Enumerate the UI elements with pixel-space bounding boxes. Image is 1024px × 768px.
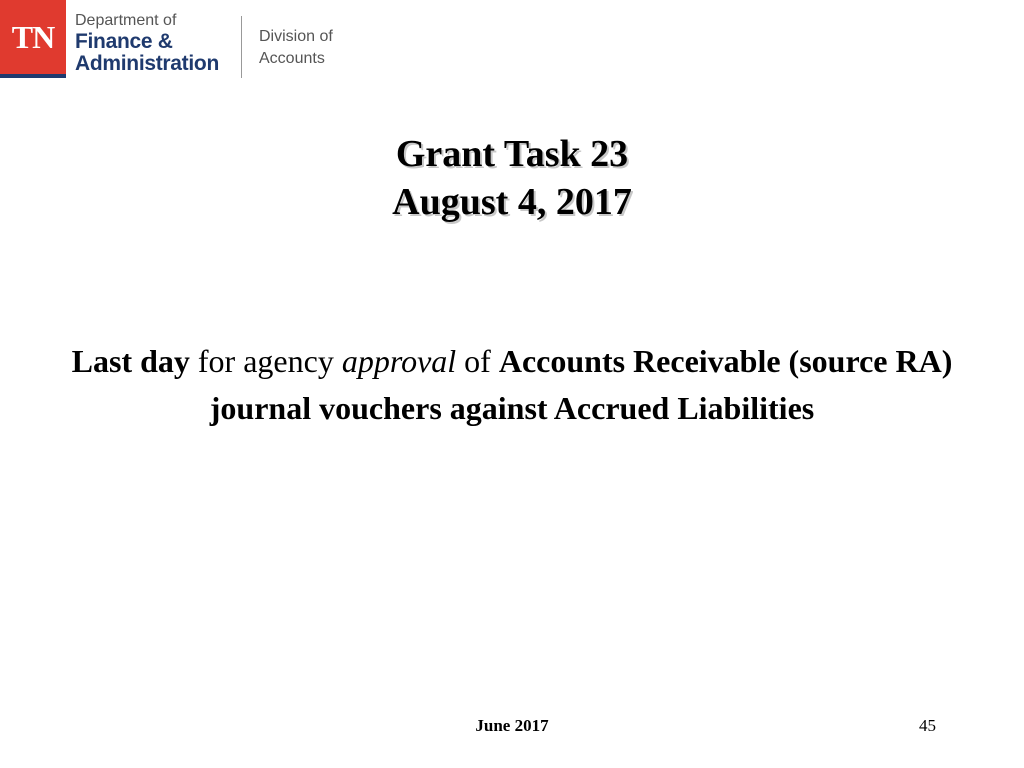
footer-date: June 2017 [475, 716, 549, 735]
title-line-2: August 4, 2017 [392, 181, 632, 223]
department-name [75, 11, 219, 75]
dept-line-3: Administration [75, 52, 219, 75]
division-line-1: Division of [259, 28, 333, 45]
slide-title [0, 130, 1024, 226]
tn-logo-text: TN [11, 18, 55, 55]
body-bold-tail: Accounts Receivable (source RA) journal vouchers against Accrued Liabilities [209, 343, 953, 426]
body-bold-lead: Last day [71, 343, 190, 379]
slide-body [60, 338, 964, 432]
body-text-2: of [456, 343, 499, 379]
dept-line-1: Department of [75, 12, 177, 29]
title-line-1: Grant Task 23 [395, 133, 629, 175]
header [0, 0, 400, 80]
dept-line-2: Finance & [75, 30, 173, 53]
division-line-2: Accounts [259, 50, 325, 67]
tn-logo [0, 0, 66, 74]
logo-underline [0, 74, 66, 78]
header-divider [241, 16, 242, 78]
page-number: 45 [919, 716, 936, 735]
division-name [259, 26, 333, 70]
body-text-1: for agency [189, 343, 342, 379]
body-italic: approval [341, 343, 457, 379]
